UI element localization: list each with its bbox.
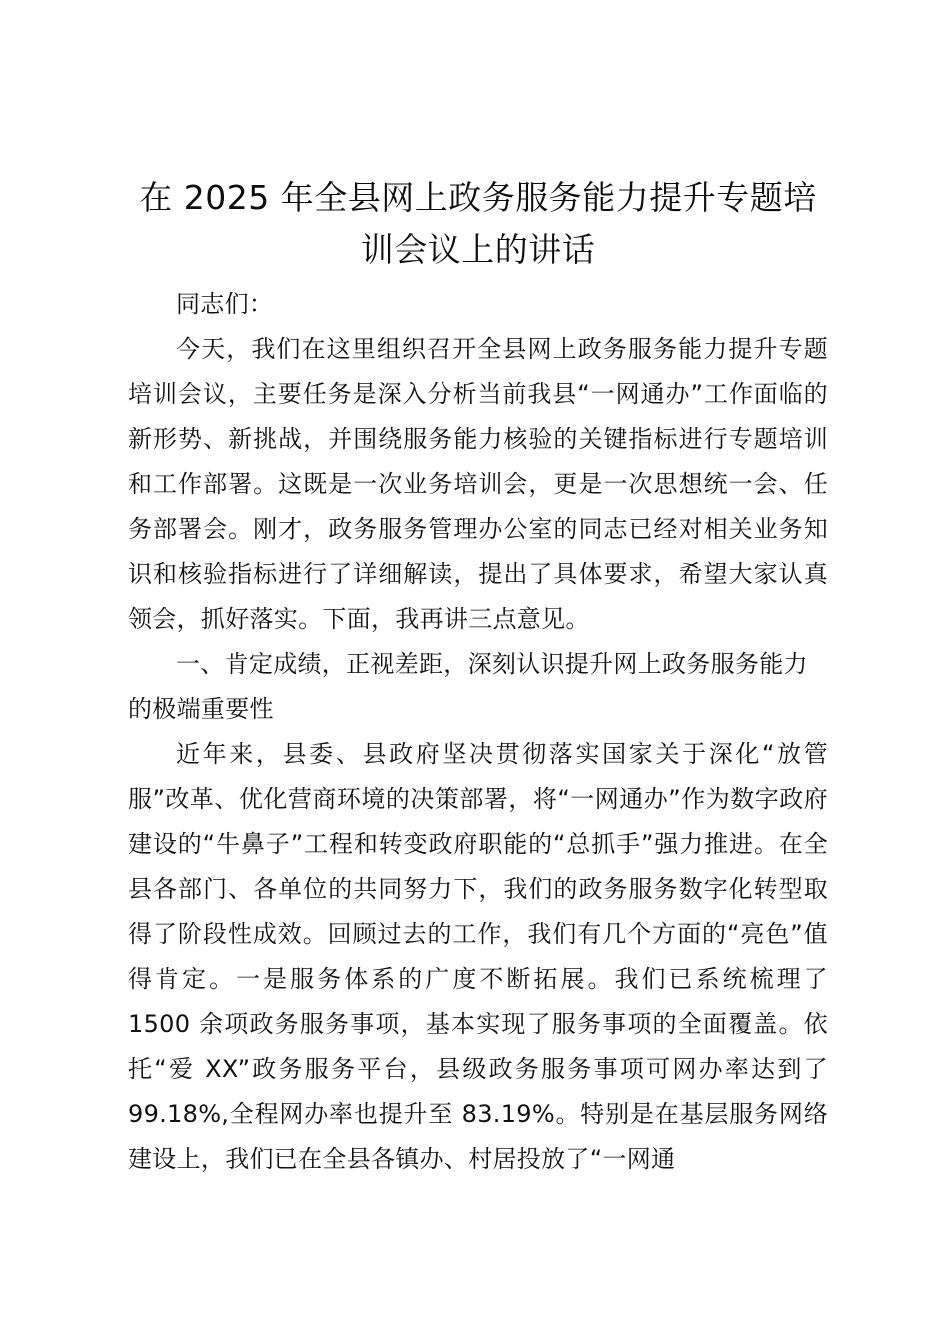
opening-paragraph: 今天，我们在这里组织召开全县网上政务服务能力提升专题培训会议，主要任务是深入分析当前我县“一网通办”工作面临的新形势、新挑战，并围绕服务能力核验的关键指标进行专题培训和工作部署。这既是一次业务培训会，更是一次思想统一会、任务部署会。刚才，政务服务管理办公室的同志已经对相关业务知识和核验指标进行了详细解读，提出了具体要求，希望大家认真领会，抓好落实。下面，我再讲三点意见。: [128, 335, 828, 633]
document-page: [128, 172, 828, 1182]
section-1-paragraph: 近年来，县委、县政府坚决贯彻落实国家关于深化“放管服”改革、优化营商环境的决策部署，将“一网通办”作为数字政府建设的“牛鼻子”工程和转变政府职能的“总抓手”强力推进。在全县各部门、各单位的共同努力下，我们的政务服务数字化转型取得了阶段性成效。回顾过去的工作，我们有几个方面的“亮色”值得肯定。一是服务体系的广度不断拓展。我们已系统梳理了 1500 余项政务服务事项，基本实现了服务事项的全面覆盖。依托“爱 XX”政务服务平台，县级政务服务事项可网办率达到了 99.18%,全程网办率也提升至 83.19%。特别是在基层服务网络建设上，我们已在全县各镇办、村居投放了“一网通: [128, 740, 828, 1173]
document-title: 在 2025 年全县网上政务服务能力提升专题培训会议上的讲话: [139, 178, 817, 269]
section-heading-1: 一、肯定成绩，正视差距，深刻认识提升网上政务服务能力的极端重要性: [128, 650, 808, 723]
salutation: 同志们：: [176, 290, 274, 318]
